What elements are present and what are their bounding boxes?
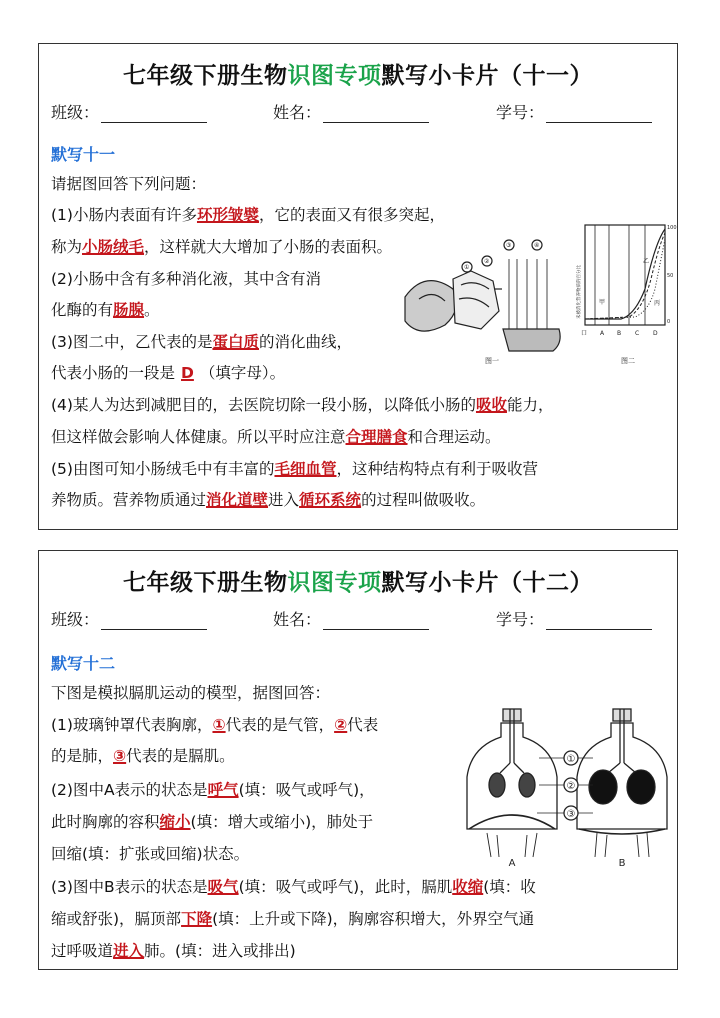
title-part: 默写小卡片（十一） <box>381 63 593 89</box>
card-title <box>39 564 677 597</box>
answer: 环形皱襞 <box>196 206 259 224</box>
answer: ② <box>334 716 348 734</box>
answer: 小肠绒毛 <box>82 238 145 256</box>
y-axis-label: 未被消化营养物质的百分比 <box>577 265 582 319</box>
q2-line1: (2)小肠中含有多种消化液，其中含有消 <box>51 270 321 288</box>
curve-label: 甲 <box>599 299 606 306</box>
curve-label: 丙 <box>654 300 661 307</box>
q1-line2: 的是肺，③代表的是膈肌。 <box>51 747 235 765</box>
title-part: 默写小卡片（十二） <box>381 570 593 596</box>
answer: 肠腺 <box>113 301 145 319</box>
y-tick: 100 <box>667 225 677 231</box>
fig-label: ② <box>566 781 576 792</box>
class-blank[interactable] <box>101 613 207 630</box>
q2-line1: (2)图中A表示的状态是呼气(填：吸气或呼气)， <box>51 781 375 799</box>
figure-one <box>405 240 560 351</box>
q3-line1: (3)图二中，乙代表的是蛋白质的消化曲线， <box>51 333 352 351</box>
title-highlight: 识图专项 <box>287 570 382 596</box>
answer: 进入 <box>113 942 145 960</box>
title-part: 七年级下册生物 <box>123 570 288 596</box>
card-title <box>39 57 677 90</box>
section-heading: 默写十二 <box>51 654 116 673</box>
fig-caption: A <box>508 858 516 869</box>
answer: 下降 <box>181 910 213 928</box>
id-blank[interactable] <box>546 613 652 630</box>
name-blank[interactable] <box>323 106 429 123</box>
answer: 缩小 <box>159 813 191 831</box>
q2-line2: 此时胸廓的容积缩小(填：增大或缩小)，肺处于 <box>51 813 374 831</box>
x-tick: D <box>653 330 658 337</box>
q1-line2: 称为小肠绒毛，这样就大大增加了小肠的表面积。 <box>51 238 393 256</box>
fig1-caption: 图一 <box>485 357 499 365</box>
intro-text: 下图是模拟膈肌运动的模型，据图回答： <box>51 684 331 702</box>
fig-label: ④ <box>534 242 540 249</box>
title-part: 七年级下册生物 <box>123 63 288 89</box>
answer: D <box>181 364 194 382</box>
q1-line1: (1)小肠内表面有许多环形皱襞，它的表面又有很多突起， <box>51 206 445 224</box>
answer: ③ <box>113 747 127 765</box>
fig2-caption: 图二 <box>621 357 635 365</box>
small-intestine-figure <box>399 219 677 369</box>
name-blank[interactable] <box>323 613 429 630</box>
y-tick: 50 <box>667 273 674 279</box>
q2-line2: 化酶的有肠腺。 <box>51 301 160 319</box>
card-11 <box>38 43 678 530</box>
answer: 毛细血管 <box>274 460 337 478</box>
q5-line2: 养物质。营养物质通过消化道壁进入循环系统的过程叫做吸收。 <box>51 491 486 509</box>
fig-label: ② <box>484 258 490 265</box>
q3-line1: (3)图中B表示的状态是吸气(填：吸气或呼气)，此时，膈肌收缩(填：收 <box>51 878 536 896</box>
name-label: 姓名： <box>273 610 322 629</box>
x-tick: 口 <box>581 330 588 337</box>
jar-b <box>577 709 667 857</box>
x-tick: A <box>600 330 605 337</box>
answer: 收缩 <box>452 878 484 896</box>
title-highlight: 识图专项 <box>287 63 382 89</box>
intro-text: 请据图回答下列问题： <box>51 175 207 193</box>
x-tick: B <box>617 330 622 337</box>
class-blank[interactable] <box>101 106 207 123</box>
y-tick: 0 <box>667 319 671 325</box>
answer: 吸收 <box>475 396 507 414</box>
answer: 合理膳食 <box>345 428 408 446</box>
class-field[interactable] <box>51 100 207 123</box>
fig-label: ① <box>464 264 470 271</box>
x-tick: C <box>635 330 640 337</box>
bell-jar-model-figure <box>467 703 667 868</box>
figure-two <box>575 225 677 365</box>
class-field[interactable] <box>51 607 207 630</box>
q2-line3: 回缩(填：扩张或回缩)状态。 <box>51 845 250 863</box>
info-fields <box>51 100 665 124</box>
id-field[interactable] <box>496 100 652 123</box>
name-label: 姓名： <box>273 103 322 122</box>
q3-line2: 代表小肠的一段是 D （填字母）。 <box>51 364 286 382</box>
answer: 消化道壁 <box>206 491 269 509</box>
class-label: 班级： <box>51 103 100 122</box>
q5-line1: (5)由图可知小肠绒毛中有丰富的毛细血管，这种结构特点有利于吸收营 <box>51 460 538 478</box>
q3-line3: 过呼吸道进入肺。(填：进入或排出) <box>51 942 296 960</box>
id-field[interactable] <box>496 607 652 630</box>
section-heading: 默写十一 <box>51 145 116 164</box>
q4-line1: (4)某人为达到减肥目的，去医院切除一段小肠，以降低小肠的吸收能力， <box>51 396 554 414</box>
q1-line1: (1)玻璃钟罩代表胸廓，①代表的是气管，②代表 <box>51 716 379 734</box>
fig-label: ③ <box>566 809 576 820</box>
answer: 蛋白质 <box>212 333 259 351</box>
curve-label: 乙 <box>643 258 650 265</box>
q3-line2: 缩或舒张)，膈顶部下降(填：上升或下降)，胸廓容积增大，外界空气通 <box>51 910 535 928</box>
answer: 呼气 <box>207 781 239 799</box>
answer: ① <box>212 716 226 734</box>
fig-label: ③ <box>506 242 512 249</box>
id-blank[interactable] <box>546 106 652 123</box>
name-field[interactable] <box>273 100 429 123</box>
answer: 循环系统 <box>299 491 362 509</box>
q4-line2: 但这样做会影响人体健康。所以平时应注意合理膳食和合理运动。 <box>51 428 501 446</box>
id-label: 学号： <box>496 103 545 122</box>
answer: 吸气 <box>207 878 239 896</box>
card-12 <box>38 550 678 970</box>
jar-a <box>467 709 557 857</box>
fig-label: ① <box>566 754 576 765</box>
name-field[interactable] <box>273 607 429 630</box>
class-label: 班级： <box>51 610 100 629</box>
id-label: 学号： <box>496 610 545 629</box>
info-fields <box>51 607 665 631</box>
fig-caption: B <box>618 858 626 869</box>
